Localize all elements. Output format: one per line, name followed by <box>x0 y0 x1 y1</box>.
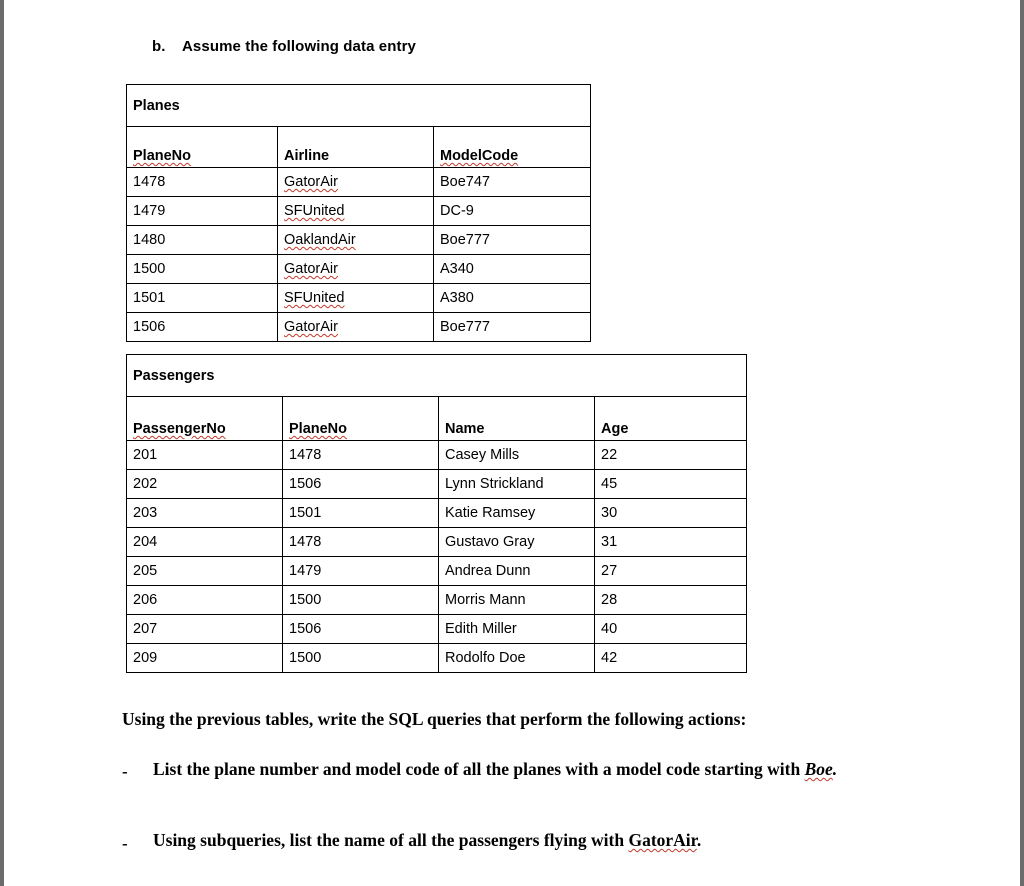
planes-cell: 1500 <box>127 255 278 284</box>
passengers-cell: 22 <box>595 441 747 470</box>
planes-cell: Boe777 <box>434 226 591 255</box>
question-1-term: Boe <box>804 759 833 779</box>
table-row <box>127 586 747 615</box>
passengers-cell: 201 <box>127 441 283 470</box>
passengers-cell: Morris Mann <box>439 586 595 615</box>
table-row <box>127 197 591 226</box>
passengers-table <box>126 354 747 673</box>
passengers-cell: 1479 <box>283 557 439 586</box>
planes-airline: GatorAir <box>284 319 338 335</box>
passengers-title: Passengers <box>127 355 747 397</box>
passengers-cell: 205 <box>127 557 283 586</box>
passengers-header-cell <box>127 397 283 441</box>
table-row <box>127 284 591 313</box>
passengers-title-row <box>127 355 747 397</box>
passengers-cell: 40 <box>595 615 747 644</box>
question-1-text: List the plane number and model code of all the planes with a model code starting with <box>153 759 801 779</box>
planes-cell: DC-9 <box>434 197 591 226</box>
passengers-cell: 31 <box>595 528 747 557</box>
section-title: Assume the following data entry <box>182 38 416 55</box>
planes-cell: Boe747 <box>434 168 591 197</box>
table-row <box>127 557 747 586</box>
planes-cell: 1479 <box>127 197 278 226</box>
passengers-cell: 30 <box>595 499 747 528</box>
passengers-cell: Katie Ramsey <box>439 499 595 528</box>
passengers-cell: 1506 <box>283 615 439 644</box>
table-row <box>127 499 747 528</box>
table-row <box>127 644 747 673</box>
passengers-cell: Edith Miller <box>439 615 595 644</box>
question-2-term: GatorAir <box>628 830 697 850</box>
planes-header-cell <box>434 127 591 168</box>
table-row <box>127 615 747 644</box>
section-heading <box>152 38 416 55</box>
passengers-cell: 1506 <box>283 470 439 499</box>
passengers-cell: 1501 <box>283 499 439 528</box>
planes-airline: GatorAir <box>284 174 338 190</box>
passengers-cell: 1478 <box>283 528 439 557</box>
passengers-cell: Andrea Dunn <box>439 557 595 586</box>
passengers-cell: Casey Mills <box>439 441 595 470</box>
passengers-header-cell: Name <box>439 397 595 441</box>
planes-cell <box>278 168 434 197</box>
passengers-cell: Lynn Strickland <box>439 470 595 499</box>
passengers-cell: 42 <box>595 644 747 673</box>
planes-cell: 1506 <box>127 313 278 342</box>
planes-cell <box>278 255 434 284</box>
passengers-cell: 28 <box>595 586 747 615</box>
planes-cell: 1480 <box>127 226 278 255</box>
planes-header-row <box>127 127 591 168</box>
passengers-header-cell: Age <box>595 397 747 441</box>
planes-cell: 1478 <box>127 168 278 197</box>
question-2 <box>153 830 701 851</box>
passengers-header-planeno: PlaneNo <box>289 421 348 437</box>
passengers-cell: 1500 <box>283 644 439 673</box>
table-row <box>127 470 747 499</box>
passengers-cell: 209 <box>127 644 283 673</box>
passengers-header-passengerno: PassengerNo <box>133 421 226 437</box>
planes-airline: SFUnited <box>284 203 345 219</box>
table-row <box>127 313 591 342</box>
passengers-header-row <box>127 397 747 441</box>
planes-header-cell <box>127 127 278 168</box>
section-letter: b. <box>152 38 166 55</box>
planes-title: Planes <box>127 85 591 127</box>
table-row <box>127 168 591 197</box>
planes-airline: SFUnited <box>284 290 345 306</box>
planes-cell <box>278 313 434 342</box>
passengers-cell: 45 <box>595 470 747 499</box>
planes-header-modelcode: ModelCode <box>440 148 519 164</box>
question-1 <box>153 758 913 780</box>
planes-header-cell: Airline <box>278 127 434 168</box>
passengers-cell: Gustavo Gray <box>439 528 595 557</box>
passengers-cell: 202 <box>127 470 283 499</box>
passengers-cell: 206 <box>127 586 283 615</box>
passengers-cell: 1478 <box>283 441 439 470</box>
planes-cell <box>278 226 434 255</box>
planes-title-row <box>127 85 591 127</box>
planes-table <box>126 84 591 342</box>
planes-airline: GatorAir <box>284 261 338 277</box>
planes-airline: OaklandAir <box>284 232 356 248</box>
passengers-cell: 1500 <box>283 586 439 615</box>
planes-header-planeno: PlaneNo <box>133 148 192 164</box>
question-2-text: Using subqueries, list the name of all the passengers flying with <box>153 830 625 850</box>
passengers-cell: 27 <box>595 557 747 586</box>
question-2-end: . <box>696 830 702 850</box>
passengers-cell: 203 <box>127 499 283 528</box>
planes-cell: A380 <box>434 284 591 313</box>
planes-cell: Boe777 <box>434 313 591 342</box>
table-row <box>127 528 747 557</box>
bullet-1: - <box>122 762 128 781</box>
planes-cell: 1501 <box>127 284 278 313</box>
page-left-border <box>0 0 4 886</box>
planes-cell <box>278 197 434 226</box>
passengers-cell: 207 <box>127 615 283 644</box>
planes-cell: A340 <box>434 255 591 284</box>
table-row <box>127 255 591 284</box>
table-row <box>127 441 747 470</box>
table-row <box>127 226 591 255</box>
planes-cell <box>278 284 434 313</box>
bullet-2: - <box>122 834 128 853</box>
passengers-cell: Rodolfo Doe <box>439 644 595 673</box>
passengers-cell: 204 <box>127 528 283 557</box>
passengers-header-cell <box>283 397 439 441</box>
page-right-border <box>1020 0 1024 886</box>
questions-intro: Using the previous tables, write the SQL queries that perform the following actions: <box>122 709 747 729</box>
question-1-end: . <box>832 759 838 779</box>
